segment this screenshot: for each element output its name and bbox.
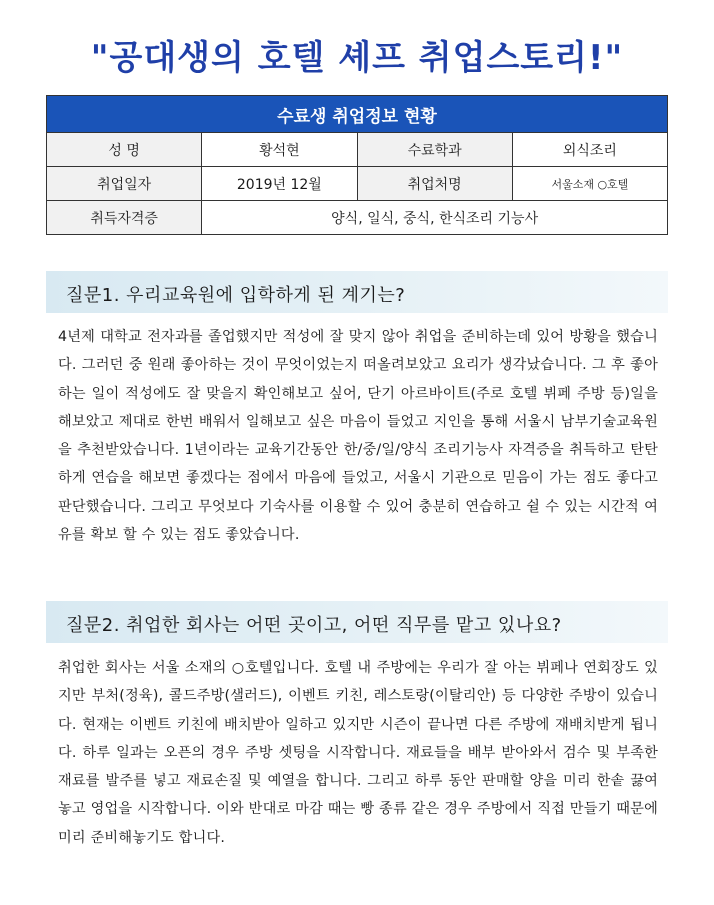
date-value: 2019년 12월	[202, 167, 357, 201]
question-2-text: 질문2. 취업한 회사는 어떤 곳이고, 어떤 직무를 맡고 있나요?	[66, 615, 562, 636]
answer-2-text: 취업한 회사는 서울 소재의 ○호텔입니다. 호텔 내 주방에는 우리가 잘 아는 뷔페나 연회장도 있지만 부처(정육), 콜드주방(샐러드), 이벤트 키친, 레스토랑(이탈리안) 등 다양한 주방이 있습니다. 현재는 이벤트 키친에 배치받아 일하고 있지만 시즌이 끝나면 다른 주방에 재배치받게 됩니다. 하루 일과는 오픈의 경우 주방 셋팅을 시작합니다. 재료들을 배부 받아와서 검수 및 부족한 재료를 발주를 넣고 재료손질 및 예열을 합니다. 그리고 하루 동안 판매할 양을 미리 한솥 끓여 놓고 영업을 시작합니다. 이와 반대로 마감 때는 빵 종류 같은 경우 주방에서 직접 만들기 때문에 미리 준비해놓기도 합니다.	[58, 660, 658, 846]
dept-value: 외식조리	[512, 133, 667, 167]
question-1-banner	[46, 271, 668, 313]
date-label: 취업일자	[47, 167, 202, 201]
name-label: 성 명	[47, 133, 202, 167]
name-value: 황석현	[202, 133, 357, 167]
employment-info-table	[46, 95, 668, 235]
question-1-text: 질문1. 우리교육원에 입학하게 된 계기는?	[66, 285, 406, 306]
dept-label: 수료학과	[357, 133, 512, 167]
employer-label: 취업처명	[357, 167, 512, 201]
employer-value: 서울소재 ○호텔	[512, 167, 667, 201]
table-heading: 수료생 취업정보 현황	[47, 96, 668, 133]
cert-value: 양식, 일식, 중식, 한식조리 기능사	[202, 201, 668, 235]
question-2-banner	[46, 601, 668, 643]
answer-1-text: 4년제 대학교 전자과를 졸업했지만 적성에 잘 맞지 않아 취업을 준비하는데 있어 방황을 했습니다. 그러던 중 원래 좋아하는 것이 무엇이었는지 떠올려보았고 요리가 생각났습니다. 그 후 좋아하는 일이 적성에도 잘 맞을지 확인해보고 싶어, 단기 아르바이트(주로 호텔 뷔페 주방 등)일을 해보았고 제대로 한번 배워서 일해보고 싶은 마음이 들었고 지인을 통해 서울시 남부기술교육원을 추천받았습니다. 1년이라는 교육기간동안 한/중/일/양식 조리기능사 자격증을 취득하고 탄탄하게 연습을 해보면 좋겠다는 점에서 마음에 들었고, 서울시 기관으로 믿음이 가는 점도 좋다고 판단했습니다. 그리고 무엇보다 기숙사를 이용할 수 있어 충분히 연습하고 쉴 수 있는 시간적 여유를 확보 할 수 있는 점도 좋았습니다.	[58, 329, 658, 544]
cert-label: 취득자격증	[47, 201, 202, 235]
page-title: "공대생의 호텔 셰프 취업스토리!"	[90, 38, 624, 78]
